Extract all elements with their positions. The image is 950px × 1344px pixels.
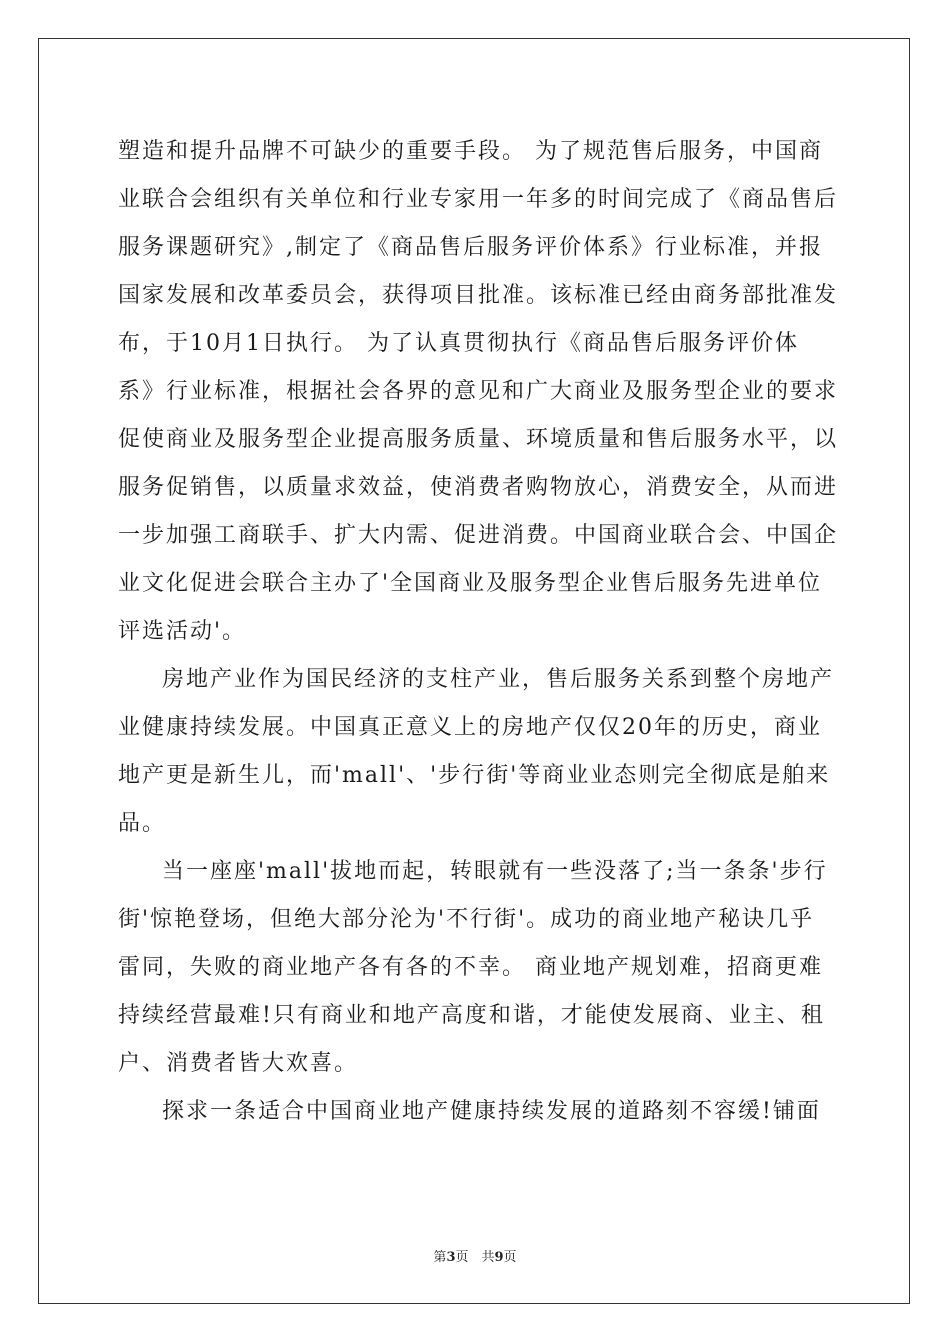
text-line: 系》行业标准，根据社会各界的意见和广大商业及服务型企业的要求 <box>118 379 838 404</box>
text-line: 布，于10月1日执行。 为了认真贯彻执行《商品售后服务评价体 <box>118 331 799 356</box>
document-body <box>118 128 838 1136</box>
page-total: 9 <box>494 1250 504 1265</box>
text-line: 探求一条适合中国商业地产健康持续发展的道路刻不容缓!铺面 <box>162 1099 821 1124</box>
text-line: 地产更是新生儿，而'mall'、'步行街'等商业业态则完全彻底是舶来 <box>118 763 831 788</box>
page-footer <box>0 1246 950 1265</box>
text-line: 评选活动'。 <box>118 619 247 644</box>
page-current: 3 <box>446 1250 456 1265</box>
text-line: 业健康持续发展。中国真正意义上的房地产仅仅20年的历史，商业 <box>118 715 822 740</box>
paragraph <box>118 128 838 656</box>
text-line: 服务课题研究》,制定了《商品售后服务评价体系》行业标准，并报 <box>118 235 823 260</box>
text-line: 业文化促进会联合主办了'全国商业及服务型企业售后服务先进单位 <box>118 571 823 596</box>
text-line: 当一座座'mall'拔地而起，转眼就有一些没落了;当一条条'步行 <box>162 859 828 884</box>
text-line: 持续经营最难!只有商业和地产高度和谐，才能使发展商、业主、租 <box>118 1003 825 1028</box>
paragraph <box>118 656 838 848</box>
text-line: 一步加强工商联手、扩大内需、促进消费。中国商业联合会、中国企 <box>118 523 838 548</box>
text-line: 国家发展和改革委员会，获得项目批准。该标准已经由商务部批准发 <box>118 283 838 308</box>
page-mid: 页 共 <box>455 1250 495 1265</box>
paragraph <box>118 848 838 1088</box>
text-line: 街'惊艳登场，但绝大部分沦为'不行街'。成功的商业地产秘诀几乎 <box>118 907 815 932</box>
text-line: 塑造和提升品牌不可缺少的重要手段。 为了规范售后服务，中国商 <box>118 139 823 164</box>
text-line: 服务促销售，以质量求效益，使消费者购物放心，消费安全，从而进 <box>118 475 838 500</box>
text-line: 户、消费者皆大欢喜。 <box>118 1051 359 1076</box>
text-line: 雷同，失败的商业地产各有各的不幸。 商业地产规划难，招商更难 <box>118 955 823 980</box>
text-line: 品。 <box>118 811 167 836</box>
text-line: 房地产业作为国民经济的支柱产业，售后服务关系到整个房地产 <box>162 667 835 692</box>
page-suffix: 页 <box>503 1250 517 1265</box>
text-line: 促使商业及服务型企业提高服务质量、环境质量和售后服务水平，以 <box>118 427 838 452</box>
text-line: 业联合会组织有关单位和行业专家用一年多的时间完成了《商品售后 <box>118 187 838 212</box>
paragraph <box>118 1088 838 1136</box>
page-prefix: 第 <box>433 1250 447 1265</box>
